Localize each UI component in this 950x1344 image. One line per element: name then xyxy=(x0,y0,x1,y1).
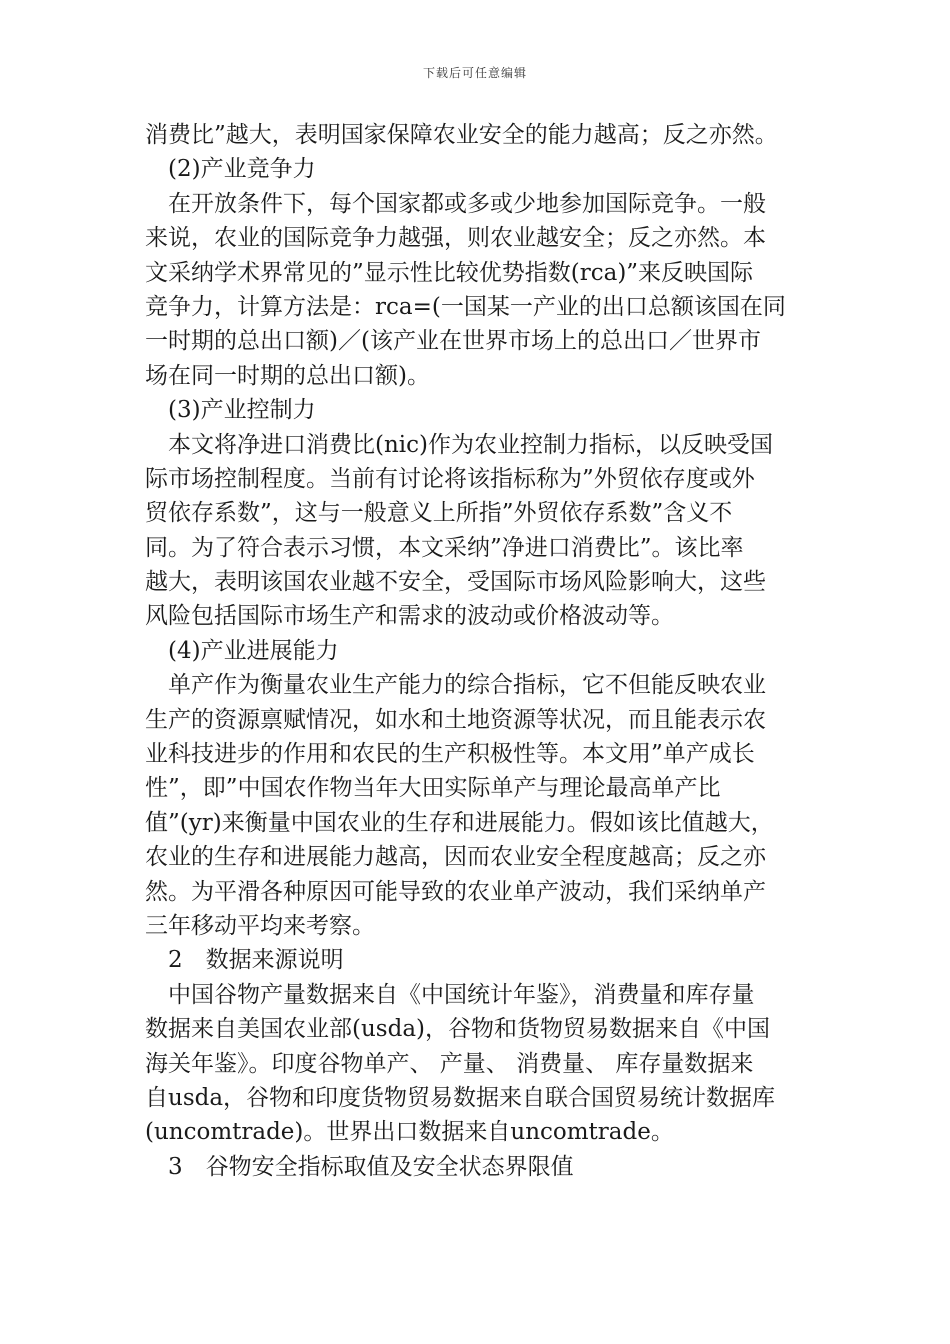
text-line: 3 谷物安全指标取值及安全状态界限值 xyxy=(168,1153,574,1180)
text-line: (2)产业竞争力 xyxy=(168,156,316,183)
text-line: 文采纳学术界常见的”显示性比较优势指数(rca)”来反映国际 xyxy=(145,259,754,286)
text-line: 在开放条件下，每个国家都或多或少地参加国际竞争。一般 xyxy=(168,190,766,217)
text-line: 中国谷物产量数据来自《中国统计年鉴》，消费量和库存量 xyxy=(168,981,755,1008)
text-line: 海关年鉴》。印度谷物单产、 产量、 消费量、 库存量数据来 xyxy=(145,1050,754,1077)
text-line: 贸依存系数”，这与一般意义上所指”外贸依存系数”含义不 xyxy=(145,500,733,527)
text-line: 际市场控制程度。当前有讨论将该指标称为”外贸依存度或外 xyxy=(145,465,755,492)
text-line: 本文将净进口消费比(nic)作为农业控制力指标，以反映受国 xyxy=(168,431,773,458)
text-line: 数据来自美国农业部(usda)，谷物和货物贸易数据来自《中国 xyxy=(145,1016,770,1043)
document-body xyxy=(145,118,790,1184)
text-line: 农业的生存和进展能力越高，因而农业安全程度越高；反之亦 xyxy=(145,844,766,871)
text-line: 消费比”越大，表明国家保障农业安全的能力越高；反之亦然。 xyxy=(145,122,778,148)
text-line: 三年移动平均来考察。 xyxy=(145,912,375,939)
text-line: (3)产业控制力 xyxy=(168,397,316,424)
text-line: 自usda，谷物和印度货物贸易数据来自联合国贸易统计数据库 xyxy=(145,1084,776,1111)
text-line: 然。为平滑各种原因可能导致的农业单产波动，我们采纳单产 xyxy=(145,878,766,905)
text-line: 2 数据来源说明 xyxy=(168,947,344,974)
text-line: (uncomtrade)。世界出口数据来自uncomtrade。 xyxy=(145,1119,674,1146)
text-line: 业科技进步的作用和农民的生产积极性等。本文用”单产成长 xyxy=(145,741,755,768)
text-line: (4)产业进展能力 xyxy=(168,637,339,664)
text-line: 风险包括国际市场生产和需求的波动或价格波动等。 xyxy=(145,603,674,630)
text-line: 越大，表明该国农业越不安全，受国际市场风险影响大，这些 xyxy=(145,569,766,596)
text-line: 同。为了符合表示习惯，本文采纳”净进口消费比”。该比率 xyxy=(145,534,744,561)
text-line: 生产的资源禀赋情况，如水和土地资源等状况，而且能表示农 xyxy=(145,706,766,733)
text-line: 值”(yr)来衡量中国农业的生存和进展能力。假如该比值越大， xyxy=(145,809,774,836)
text-line: 一时期的总出口额)／(该产业在世界市场上的总出口／世界市 xyxy=(145,328,761,355)
page-header: 下载后可任意编辑 xyxy=(422,66,527,80)
text-line: 场在同一时期的总出口额)。 xyxy=(145,362,430,389)
text-line: 性”，即”中国农作物当年大田实际单产与理论最高单产比 xyxy=(145,775,721,802)
text-line: 单产作为衡量农业生产能力的综合指标，它不但能反映农业 xyxy=(168,672,766,699)
text-line: 来说，农业的国际竞争力越强，则农业越安全；反之亦然。本 xyxy=(145,225,766,252)
text-line: 竞争力，计算方法是：rca=(一国某一产业的出口总额该国在同 xyxy=(145,293,786,320)
